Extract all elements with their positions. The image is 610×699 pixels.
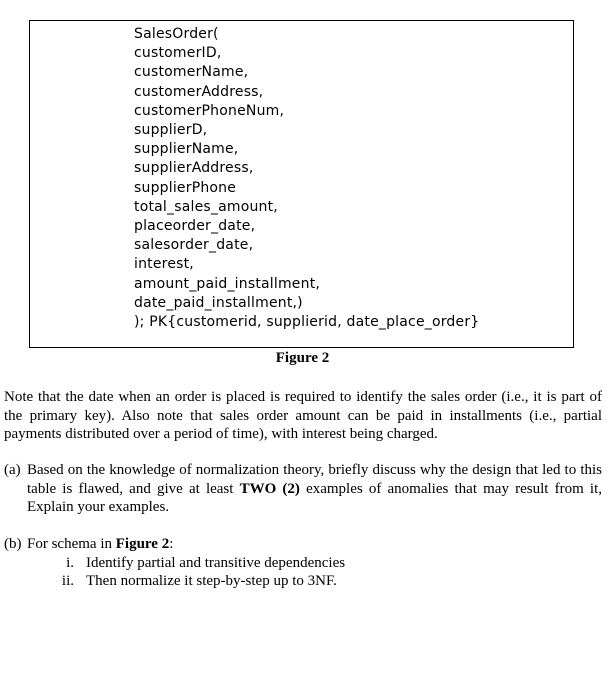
- question-b-text: [27, 535, 602, 554]
- item-number: ii.: [61, 573, 74, 589]
- question-b-label: (b): [4, 536, 22, 552]
- schema-line: supplierPhone: [134, 179, 237, 196]
- schema-line: placeorder_date,: [134, 218, 256, 235]
- schema-line: amount_paid_installment,: [134, 275, 321, 292]
- question-b-item: [46, 554, 345, 573]
- question-b-item: [46, 572, 337, 591]
- note-paragraph: Note that the date when an order is placed is required to identify the sales order (i.e., it is part of the primary key). Also note that sales order amount can be paid in installments (i.e., partial payments distributed over a period of time), with interest being charged.: [4, 389, 602, 443]
- schema-line: customerID,: [134, 45, 222, 62]
- schema-line: salesorder_date,: [134, 237, 254, 254]
- schema-line: supplierAddress,: [134, 160, 254, 177]
- schema-line: total_sales_amount,: [134, 198, 278, 215]
- schema-line: SalesOrder(: [134, 26, 219, 42]
- item-number: i.: [66, 555, 74, 571]
- question-b-text-before: For schema in: [27, 536, 116, 552]
- schema-line: interest,: [134, 256, 194, 273]
- question-a: [4, 461, 602, 517]
- schema-line: date_paid_installment,): [134, 294, 303, 311]
- question-a-text-before: Based on the knowledge of normalization theory, briefly discuss why the design that led to this table is flawed, and give at least: [27, 462, 602, 497]
- question-a-text-after: examples of anomalies that may result from it, Explain your examples.: [27, 480, 602, 516]
- item-text: Identify partial and transitive dependencies: [86, 555, 346, 571]
- schema-box: [29, 20, 574, 348]
- item-text: Then normalize it step-by-step up to 3NF.: [86, 573, 337, 589]
- schema-line: customerAddress,: [134, 83, 264, 100]
- question-a-bold: TWO (2): [239, 480, 300, 497]
- schema-line: supplierName,: [134, 141, 239, 158]
- schema-line: ); PK{customerid, supplierid, date_place_order}: [134, 314, 480, 331]
- question-b-bold: Figure 2: [115, 536, 170, 552]
- figure-caption: Figure 2: [275, 350, 330, 366]
- question-a-label: (a): [4, 462, 21, 478]
- schema-line: customerPhoneNum,: [134, 102, 285, 119]
- question-b: [4, 535, 602, 554]
- schema-line: supplierD,: [134, 122, 208, 139]
- schema-line: customerName,: [134, 64, 249, 81]
- question-b-text-after: :: [169, 536, 174, 552]
- question-a-text: [27, 461, 602, 517]
- schema-lines: [134, 25, 479, 332]
